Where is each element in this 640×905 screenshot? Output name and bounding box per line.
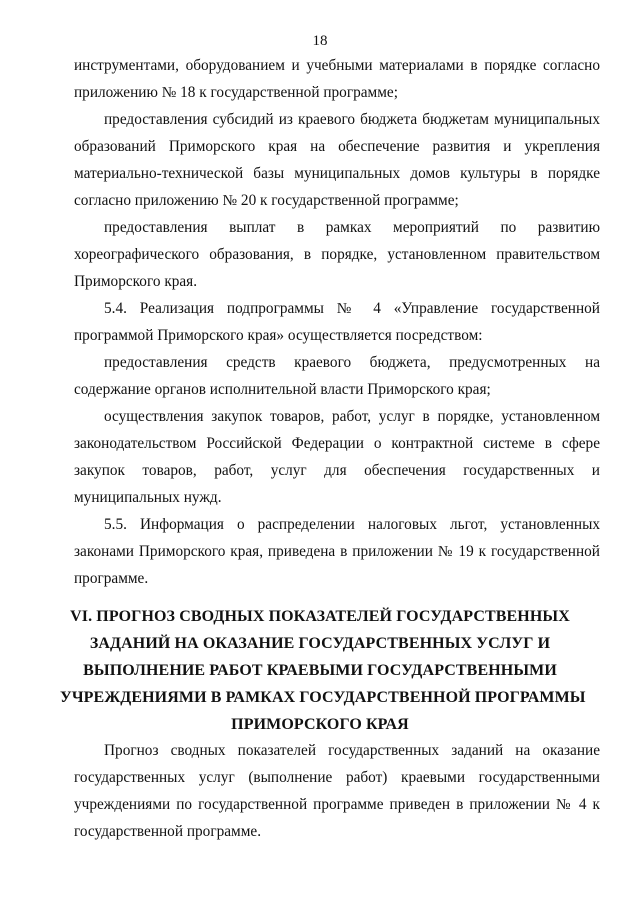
body-text-line: программе. (74, 570, 149, 587)
final-text-line: Прогноз сводных показателей государственных заданий на оказание (104, 742, 600, 759)
body-text-final (74, 737, 600, 845)
body-text-line: образований Приморского края на обеспечение развития и укрепления (74, 138, 600, 155)
body-text-line: программой Приморского края» осуществляется посредством: (74, 327, 483, 344)
body-text-line: муниципальных нужд. (74, 489, 222, 506)
heading-line: ПРИМОРСКОГО КРАЯ (231, 716, 409, 733)
body-text-line: хореографического образования, в порядке, установленном правительством (74, 246, 600, 263)
body-text-line: содержание органов исполнительной власти Приморского края; (74, 381, 491, 398)
section-heading (60, 603, 586, 738)
body-text-line: предоставления субсидий из краевого бюджета бюджетам муниципальных (104, 111, 600, 128)
final-text-line: государственной программе. (74, 823, 262, 840)
body-text-line: инструментами, оборудованием и учебными материалами в порядке согласно (74, 57, 600, 74)
final-text-line: учреждениями по государственной программе приведен в приложении № 4 к (74, 796, 600, 813)
body-text-line: законами Приморского края, приведена в приложении № 19 к государственной (74, 543, 600, 560)
body-text-line: предоставления выплат в рамках мероприятий по развитию (104, 219, 600, 236)
body-text-line: закупок товаров, работ, услуг для обеспечения государственных и (74, 462, 600, 479)
body-text-line: законодательством Российской Федерации о контрактной системе в сфере (74, 435, 600, 452)
heading-line: УЧРЕЖДЕНИЯМИ В РАМКАХ ГОСУДАРСТВЕННОЙ ПРОГРАММЫ (60, 689, 586, 706)
body-text-line: согласно приложению № 20 к государственной программе; (74, 192, 459, 209)
final-text-line: государственных услуг (выполнение работ) краевыми государственными (74, 769, 600, 786)
body-text-line: предоставления средств краевого бюджета, предусмотренных на (104, 354, 600, 371)
body-text-line: 5.5. Информация о распределении налоговых льгот, установленных (104, 516, 600, 533)
body-text-line: материально-технической базы муниципальных домов культуры в порядке (74, 165, 600, 182)
body-text-top (74, 52, 600, 592)
body-text-line: осуществления закупок товаров, работ, услуг в порядке, установленном (104, 408, 600, 425)
body-text-line: приложению № 18 к государственной программе; (74, 84, 398, 101)
heading-line: ВЫПОЛНЕНИЕ РАБОТ КРАЕВЫМИ ГОСУДАРСТВЕННЫМИ (83, 662, 557, 679)
page-number: 18 (312, 33, 328, 49)
heading-line: ЗАДАНИЙ НА ОКАЗАНИЕ ГОСУДАРСТВЕННЫХ УСЛУГ И (89, 635, 551, 652)
body-text-line: Приморского края. (74, 273, 198, 290)
heading-line: VI. ПРОГНОЗ СВОДНЫХ ПОКАЗАТЕЛЕЙ ГОСУДАРСТВЕННЫХ (70, 608, 570, 625)
body-text-line: 5.4. Реализация подпрограммы № 4 «Управление государственной (104, 300, 600, 317)
